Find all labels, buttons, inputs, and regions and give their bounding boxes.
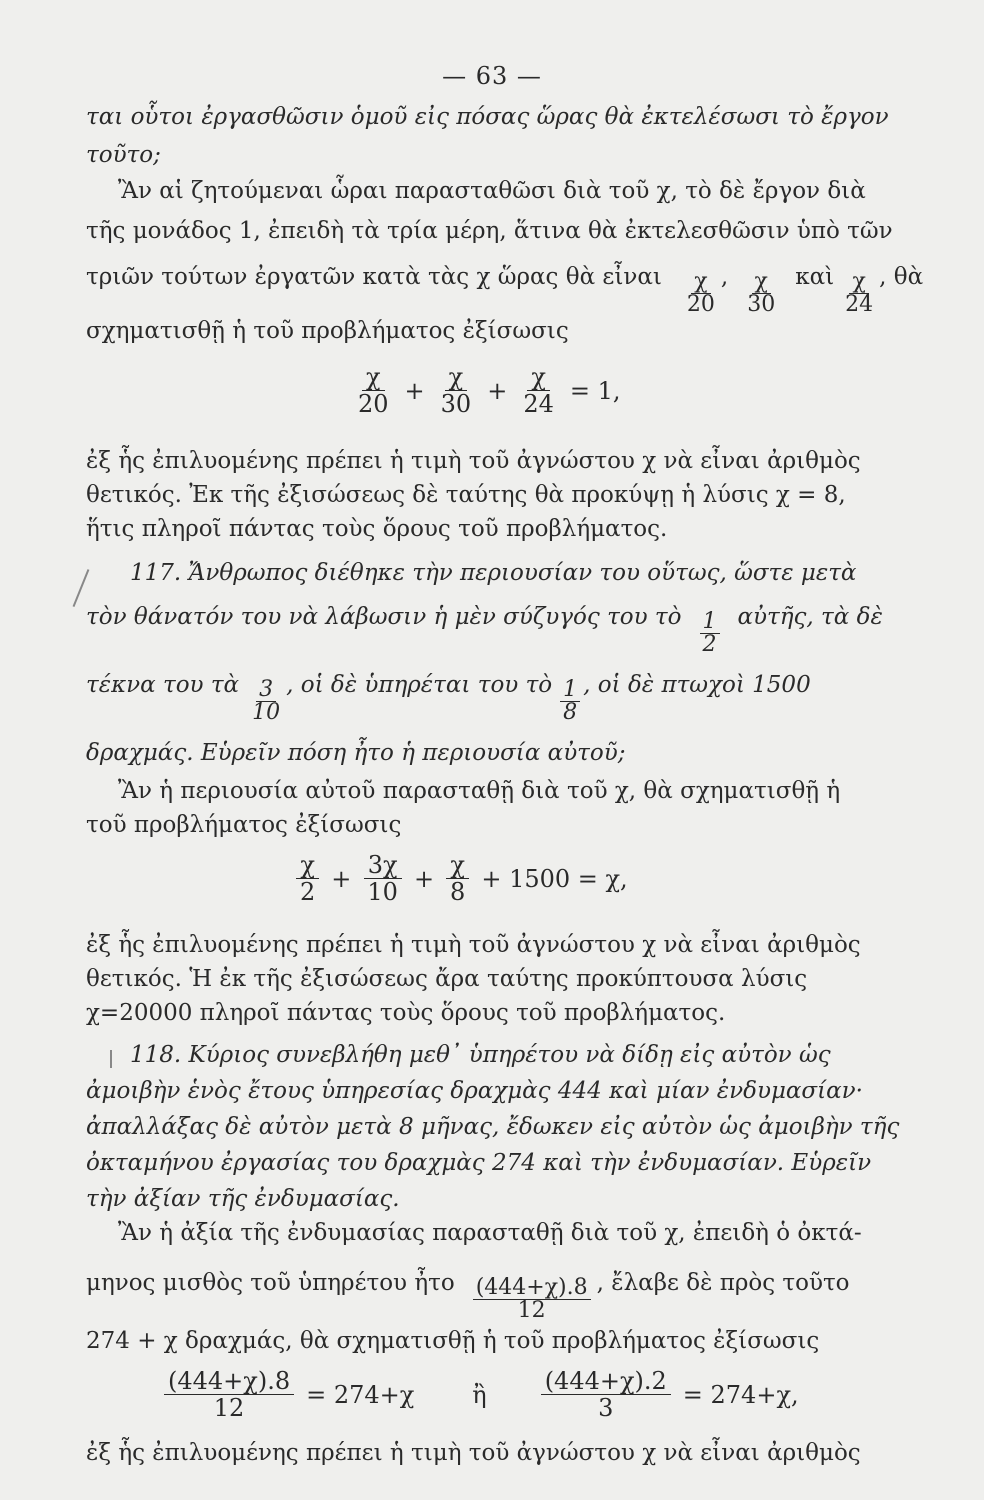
fraction: $\frac{\chi}{24}$ — [845, 269, 874, 317]
text-line: δραχμάς. Εὑρεῖν πόση ἦτο ἡ περιουσία αὐτοῦ; — [86, 740, 626, 766]
fraction: $\frac{(444+\chi).8}{12}$ — [164, 1368, 294, 1421]
margin-mark — [110, 1050, 112, 1068]
text-line: Ἂν ἡ ἀξία τῆς ἐνδυμασίας παρασταθῇ διὰ τοῦ χ, ἐπειδὴ ὁ ὀκτά- — [118, 1220, 862, 1246]
text-line: τῆς μονάδος 1, ἐπειδὴ τὰ τρία μέρη, ἅτινα θὰ ἐκτελεσθῶσιν ὑπὸ τῶν — [86, 218, 893, 244]
text-line: θετικός. Ἐκ τῆς ἐξισώσεως δὲ ταύτης θὰ προκύψῃ ἡ λύσις χ = 8, — [86, 482, 846, 508]
fraction: $\frac{(444+\chi).8}{12}$ — [473, 1277, 591, 1322]
text-line: χ=20000 πληροῖ πάντας τοὺς ὅρους τοῦ προβλήματος. — [86, 1000, 726, 1026]
text-line-with-fractions: τέκνα του τὰ $\frac{3}{10}$ , οἱ δὲ ὑπηρέται του τὸ $\frac{1}{8}$ , οἱ δὲ πτωχοὶ 1500 — [86, 672, 811, 725]
text-line-with-fraction: τὸν θάνατόν του νὰ λάβωσιν ἡ μὲν σύζυγός του τὸ $\frac{1}{2}$ αὐτῆς, τὰ δὲ — [86, 604, 883, 657]
fraction: $\frac{\chi}{2}$ — [296, 852, 319, 905]
fraction: $\frac{\chi}{30}$ — [747, 269, 776, 317]
equation-1: $\frac{\chi}{20}$ + $\frac{\chi}{30}$ + $\frac{\chi}{24}$ = 1, — [350, 364, 629, 417]
text-line: θετικός. Ἡ ἐκ τῆς ἐξισώσεως ἄρα ταύτης προκύπτουσα λύσις — [86, 966, 808, 992]
text-line-with-fraction: μηνος μισθὸς τοῦ ὑπηρέτου ἦτο $\frac{(444+\chi).8}{12}$ , ἔλαβε δὲ πρὸς τοῦτο — [86, 1270, 850, 1323]
fraction: $\frac{\chi}{20}$ — [686, 269, 715, 317]
fraction: $\frac{3}{10}$ — [252, 677, 281, 725]
text-line: ἥτις πληροῖ πάντας τοὺς ὅρους τοῦ προβλήματος. — [86, 516, 668, 542]
text-line: τοῦτο; — [86, 142, 161, 168]
fraction: $\frac{1}{2}$ — [700, 611, 720, 656]
text-line: 118. Κύριος συνεβλήθη μεθ᾽ ὑπηρέτου νὰ δίδῃ εἰς αὐτὸν ὡς — [130, 1042, 831, 1068]
text-line: 274 + χ δραχμάς, θὰ σχηματισθῇ ἡ τοῦ προβλήματος ἐξίσωσις — [86, 1328, 820, 1354]
text-line: ἐξ ἧς ἐπιλυομένης πρέπει ἡ τιμὴ τοῦ ἀγνώστου χ νὰ εἶναι ἀριθμὸς — [86, 448, 861, 474]
page-number: — 63 — — [442, 62, 542, 90]
fraction: $\frac{3\chi}{10}$ — [363, 852, 402, 905]
fraction: $\frac{\chi}{24}$ — [523, 363, 554, 418]
text-line: ἐξ ἧς ἐπιλυομένης πρέπει ἡ τιμὴ τοῦ ἀγνώστου χ νὰ εἶναι ἀριθμὸς — [86, 1440, 861, 1466]
text-line: τὴν ἀξίαν τῆς ἐνδυμασίας. — [86, 1186, 400, 1212]
text-line: ἀπαλλάξας δὲ αὐτὸν μετὰ 8 μῆνας, ἔδωκεν εἰς αὐτὸν ὡς ἀμοιβὴν τῆς — [86, 1114, 900, 1140]
equation-2: $\frac{\chi}{2}$ + $\frac{3\chi}{10}$ + $\frac{\chi}{8}$ + 1500 = χ, — [292, 852, 636, 905]
text-line: ται οὗτοι ἐργασθῶσιν ὁμοῦ εἰς πόσας ὥρας θὰ ἐκτελέσωσι τὸ ἔργον — [86, 104, 889, 130]
equation-3: $\frac{(444+\chi).8}{12}$ = 274+χ ἢ $\frac{(444+\chi).2}{3}$ = 274+χ, — [160, 1368, 807, 1421]
text-line-with-fractions: τριῶν τούτων ἐργατῶν κατὰ τὰς χ ὥρας θὰ εἶναι $\frac{\chi}{20}$ , $\frac{\chi}{30}$ καὶ $\frac{\chi}{24}$ , θὰ — [86, 264, 924, 317]
text-line: ὀκταμήνου ἐργασίας του δραχμὰς 274 καὶ τὴν ἐνδυμασίαν. Εὑρεῖν — [86, 1150, 872, 1176]
text-line: τοῦ προβλήματος ἐξίσωσις — [86, 812, 402, 838]
fraction: $\frac{\chi}{8}$ — [446, 852, 469, 905]
text-line: ἀμοιβὴν ἑνὸς ἔτους ὑπηρεσίας δραχμὰς 444 καὶ μίαν ἐνδυμασίαν· — [86, 1078, 863, 1104]
text-line: σχηματισθῇ ἡ τοῦ προβλήματος ἐξίσωσις — [86, 318, 569, 344]
text-line: ἐξ ἧς ἐπιλυομένης πρέπει ἡ τιμὴ τοῦ ἀγνώστου χ νὰ εἶναι ἀριθμὸς — [86, 932, 861, 958]
fraction: $\frac{(444+\chi).2}{3}$ — [541, 1368, 671, 1421]
fraction: $\frac{1}{8}$ — [560, 679, 580, 724]
text-line: Ἂν αἱ ζητούμεναι ὧραι παρασταθῶσι διὰ τοῦ χ, τὸ δὲ ἔργον διὰ — [118, 178, 866, 204]
text-line: 117. Ἄνθρωπος διέθηκε τὴν περιουσίαν του οὕτως, ὥστε μετὰ — [130, 560, 857, 586]
fraction: $\frac{\chi}{20}$ — [358, 363, 389, 418]
fraction: $\frac{\chi}{30}$ — [440, 363, 472, 418]
text-line: Ἂν ἡ περιουσία αὐτοῦ παρασταθῇ διὰ τοῦ χ, θὰ σχηματισθῇ ἡ — [118, 778, 841, 804]
